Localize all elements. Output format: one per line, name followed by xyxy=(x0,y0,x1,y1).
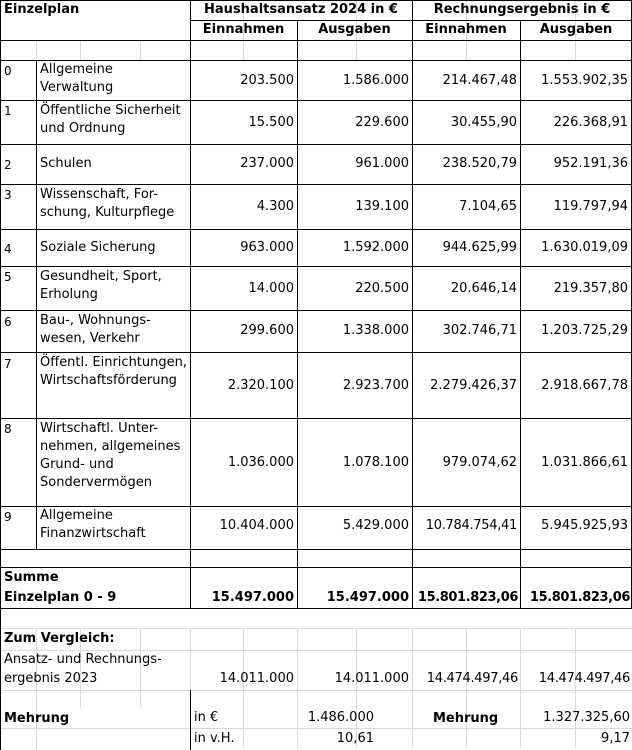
summe-ansatz-ausgaben: 15.497.000 xyxy=(326,590,409,605)
row-number: 9 xyxy=(4,510,12,524)
vergleich-line2: ergebnis 2023 xyxy=(4,671,98,686)
mehrung-label: Mehrung xyxy=(4,711,70,726)
row-ergebnis-ausgaben: 1.031.866,61 xyxy=(541,455,628,470)
row-number: 5 xyxy=(4,270,12,284)
row-ergebnis-ausgaben: 119.797,94 xyxy=(553,199,628,214)
row-ergebnis-ausgaben: 2.918.667,78 xyxy=(541,378,628,393)
row-number: 6 xyxy=(4,315,12,329)
row-ansatz-ausgaben: 1.586.000 xyxy=(342,73,409,88)
mehrung-unit-percent: in v.H. xyxy=(194,731,235,746)
row-ergebnis-einnahmen: 238.520,79 xyxy=(442,156,517,171)
row-number: 7 xyxy=(4,357,12,371)
vergleich-title: Zum Vergleich: xyxy=(4,631,115,646)
row-ergebnis-einnahmen: 302.746,71 xyxy=(442,323,517,338)
mehrung-ansatz-euro: 1.486.000 xyxy=(307,710,374,725)
row-ansatz-ausgaben: 1.338.000 xyxy=(342,323,409,338)
row-label: Allgemeine Finanzwirtschaft xyxy=(40,508,146,541)
row-number: 3 xyxy=(4,188,12,202)
row-ansatz-ausgaben: 1.592.000 xyxy=(342,240,409,255)
mehrung-unit-euro: in € xyxy=(194,710,219,725)
summe-label: Summe xyxy=(4,570,59,585)
row-ergebnis-ausgaben: 952.191,36 xyxy=(553,156,628,171)
vergleich-ergebnis-einnahmen: 14.474.497,46 xyxy=(426,671,518,686)
row-ansatz-einnahmen: 1.036.000 xyxy=(227,455,294,470)
vergleich-ergebnis-ausgaben: 14.474.497,46 xyxy=(538,671,630,686)
row-label: Gesundheit, Sport, Erholung xyxy=(40,269,162,302)
row-ansatz-ausgaben: 961.000 xyxy=(355,156,409,171)
row-ergebnis-einnahmen: 10.784.754,41 xyxy=(425,518,517,533)
row-ergebnis-einnahmen: 214.467,48 xyxy=(442,73,517,88)
header-ansatz-ausgaben: Ausgaben xyxy=(318,22,391,37)
row-ergebnis-einnahmen: 979.074,62 xyxy=(442,455,517,470)
row-number: 4 xyxy=(4,242,12,256)
row-label: Wissenschaft, For- schung, Kulturpflege xyxy=(40,187,175,220)
row-number: 1 xyxy=(4,104,12,118)
mehrung-label-ergebnis: Mehrung xyxy=(433,711,499,726)
header-group-rechnungsergebnis: Rechnungsergebnis in € xyxy=(433,2,611,17)
row-ansatz-einnahmen: 963.000 xyxy=(240,240,294,255)
row-label: Öffentliche Sicherheit und Ordnung xyxy=(40,103,181,136)
header-group-haushaltsansatz: Haushaltsansatz 2024 in € xyxy=(204,2,398,17)
row-ansatz-ausgaben: 2.923.700 xyxy=(342,378,409,393)
header-ansatz-einnahmen: Einnahmen xyxy=(202,22,285,37)
row-ansatz-einnahmen: 15.500 xyxy=(248,115,294,130)
row-number: 0 xyxy=(4,64,12,78)
header-ergebnis-ausgaben: Ausgaben xyxy=(539,22,613,37)
row-number: 8 xyxy=(4,422,12,436)
header-title: Einzelplan xyxy=(4,2,80,17)
vergleich-line1: Ansatz- und Rechnungs- xyxy=(4,652,162,667)
row-ergebnis-einnahmen: 944.625,99 xyxy=(442,240,517,255)
row-ansatz-einnahmen: 10.404.000 xyxy=(219,518,294,533)
row-ansatz-einnahmen: 237.000 xyxy=(240,156,294,171)
row-number: 2 xyxy=(4,158,12,172)
row-ansatz-einnahmen: 2.320.100 xyxy=(227,378,294,393)
row-ansatz-einnahmen: 299.600 xyxy=(240,323,294,338)
row-ergebnis-einnahmen: 2.279.426,37 xyxy=(430,378,517,393)
row-label: Allgemeine Verwaltung xyxy=(40,62,114,95)
row-ergebnis-einnahmen: 20.646,14 xyxy=(450,281,517,296)
row-ergebnis-ausgaben: 1.630.019,09 xyxy=(541,240,628,255)
mehrung-ergebnis-percent: 9,17 xyxy=(601,731,630,746)
summe-ansatz-einnahmen: 15.497.000 xyxy=(211,590,294,605)
row-ergebnis-ausgaben: 1.203.725,29 xyxy=(541,323,628,338)
row-label: Schulen xyxy=(40,156,92,171)
row-ansatz-einnahmen: 4.300 xyxy=(256,199,294,214)
summe-ergebnis-einnahmen: 15.801.823,06 xyxy=(417,590,518,605)
row-label: Wirtschaftl. Unter- nehmen, allgemeines Grund- und Sondervermögen xyxy=(40,421,181,490)
mehrung-ansatz-percent: 10,61 xyxy=(336,731,374,746)
row-ansatz-ausgaben: 229.600 xyxy=(355,115,409,130)
row-ergebnis-ausgaben: 219.357,80 xyxy=(553,281,628,296)
vergleich-ansatz-einnahmen: 14.011.000 xyxy=(219,671,294,686)
mehrung-ergebnis-euro: 1.327.325,60 xyxy=(543,710,630,725)
row-label: Öffentl. Einrichtungen, Wirtschaftsförderung xyxy=(40,355,188,388)
row-ansatz-ausgaben: 5.429.000 xyxy=(342,518,409,533)
row-ergebnis-einnahmen: 30.455,90 xyxy=(450,115,517,130)
header-ergebnis-einnahmen: Einnahmen xyxy=(425,22,507,37)
row-ergebnis-einnahmen: 7.104,65 xyxy=(459,199,517,214)
summe-sublabel: Einzelplan 0 - 9 xyxy=(4,590,117,605)
row-ansatz-ausgaben: 220.500 xyxy=(355,281,409,296)
vergleich-ansatz-ausgaben: 14.011.000 xyxy=(334,671,409,686)
row-ansatz-ausgaben: 1.078.100 xyxy=(342,455,409,470)
row-ansatz-einnahmen: 14.000 xyxy=(248,281,294,296)
row-label: Soziale Sicherung xyxy=(40,240,156,255)
row-ergebnis-ausgaben: 226.368,91 xyxy=(553,115,628,130)
summe-ergebnis-ausgaben: 15.801.823,06 xyxy=(529,590,630,605)
row-ansatz-ausgaben: 139.100 xyxy=(355,199,409,214)
row-label: Bau-, Wohnungs- wesen, Verkehr xyxy=(40,313,151,346)
row-ergebnis-ausgaben: 1.553.902,35 xyxy=(541,73,628,88)
row-ansatz-einnahmen: 203.500 xyxy=(240,73,294,88)
row-ergebnis-ausgaben: 5.945.925,93 xyxy=(541,518,628,533)
